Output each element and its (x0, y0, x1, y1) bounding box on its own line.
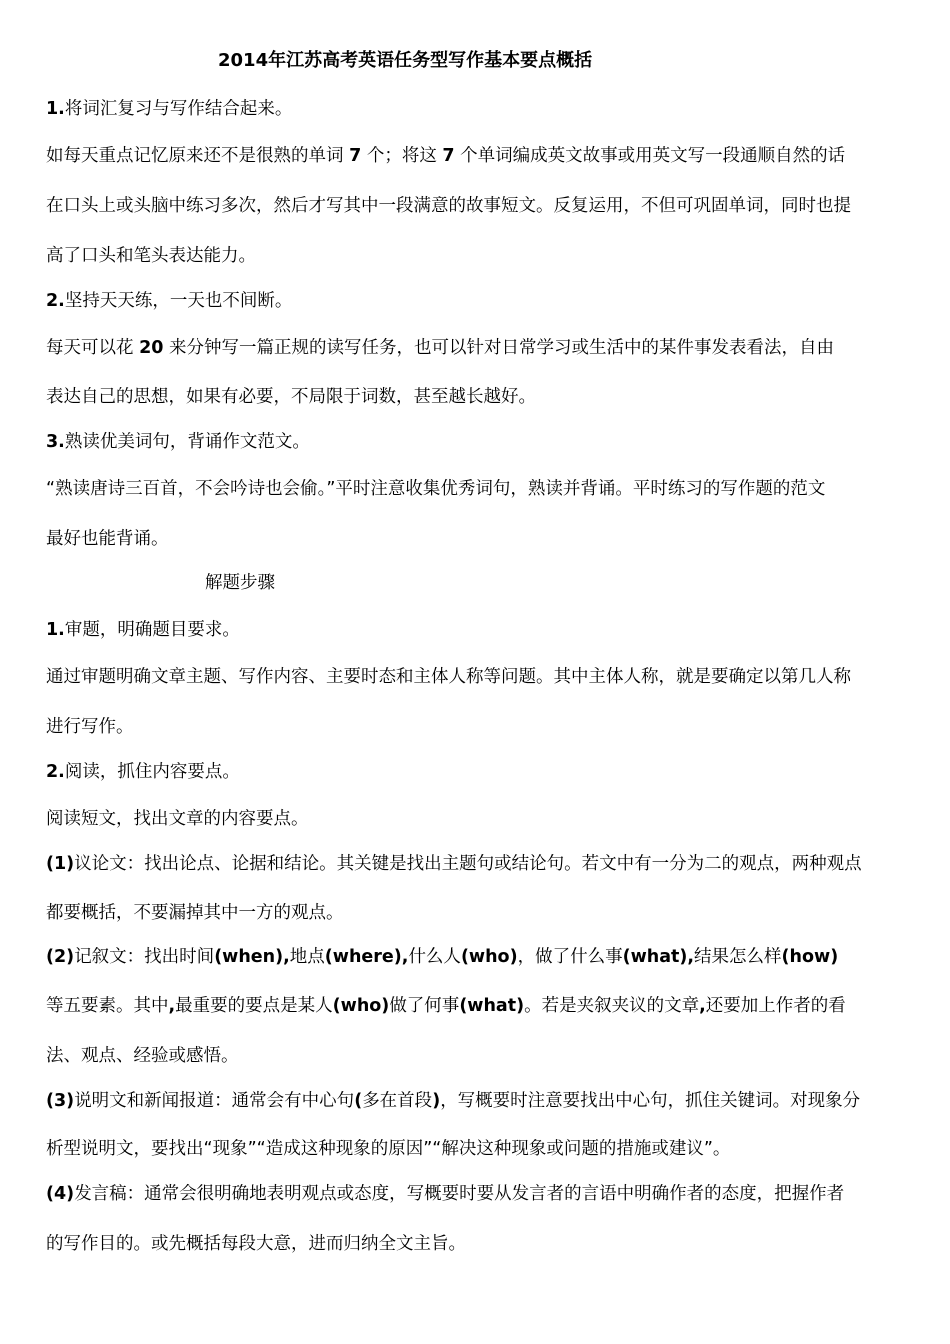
section1-paragraph-3-line-1: “熟读唐诗三百首，不会吟诗也会偷。”平时注意收集优秀词句，熟读并背诵。平时练习的写作题的范文 (46, 479, 826, 499)
section2-heading-2: 2.阅读，抓住内容要点。 (46, 762, 240, 782)
section2-paragraph-1-line-2: 进行写作。 (46, 717, 134, 737)
section1-heading-1: 1.将词汇复习与写作结合起来。 (46, 99, 293, 119)
section1-heading-3: 3.熟读优美词句，背诵作文范文。 (46, 432, 310, 452)
section2-paragraph-2: 阅读短文，找出文章的内容要点。 (46, 809, 309, 829)
section2-item-4-line-2: 的写作目的。或先概括每段大意，进而归纳全文主旨。 (46, 1234, 466, 1254)
section2-item-3-line-2: 析型说明文，要找出“现象”“造成这种现象的原因”“解决这种现象或问题的措施或建议”。 (46, 1139, 731, 1159)
section2-item-4-line-1: (4)发言稿：通常会很明确地表明观点或态度，写概要时要从发言者的言语中明确作者的态度，把握作者 (46, 1184, 845, 1204)
section1-paragraph-1-line-1: 如每天重点记忆原来还不是很熟的单词 7 个；将这 7 个单词编成英文故事或用英文写一段通顺自然的话 (46, 146, 846, 166)
section2-paragraph-1-line-1: 通过审题明确文章主题、写作内容、主要时态和主体人称等问题。其中主体人称，就是要确定以第几人称 (46, 667, 851, 687)
section1-paragraph-2-line-1: 每天可以花 20 来分钟写一篇正规的读写任务，也可以针对日常学习或生活中的某件事发表看法，自由 (46, 338, 834, 358)
section2-item-1-line-1: (1)议论文：找出论点、论据和结论。其关键是找出主题句或结论句。若文中有一分为二的观点，两种观点 (46, 854, 862, 874)
section2-title: 解题步骤 (205, 573, 275, 593)
section1-paragraph-1-line-3: 高了口头和笔头表达能力。 (46, 246, 256, 266)
section1-paragraph-2-line-2: 表达自己的思想，如果有必要，不局限于词数，甚至越长越好。 (46, 387, 536, 407)
section2-item-2-line-1: (2)记叙文：找出时间(when),地点(where),什么人(who)，做了什么事(what),结果怎么样(how) (46, 947, 839, 967)
section1-heading-2: 2.坚持天天练，一天也不间断。 (46, 291, 293, 311)
section2-heading-1: 1.审题，明确题目要求。 (46, 620, 240, 640)
document-title: 2014年江苏高考英语任务型写作基本要点概括 (218, 50, 593, 71)
section2-item-2-line-2: 等五要素。其中,最重要的要点是某人(who)做了何事(what)。若是夹叙夹议的文章,还要加上作者的看 (46, 996, 846, 1016)
section1-paragraph-3-line-2: 最好也能背诵。 (46, 529, 169, 549)
section2-item-3-line-1: (3)说明文和新闻报道：通常会有中心句(多在首段)，写概要时注意要找出中心句，抓住关键词。对现象分 (46, 1091, 861, 1111)
section2-item-2-line-3: 法、观点、经验或感悟。 (46, 1046, 239, 1066)
section1-paragraph-1-line-2: 在口头上或头脑中练习多次，然后才写其中一段满意的故事短文。反复运用，不但可巩固单词，同时也提 (46, 196, 851, 216)
section2-item-1-line-2: 都要概括，不要漏掉其中一方的观点。 (46, 903, 344, 923)
